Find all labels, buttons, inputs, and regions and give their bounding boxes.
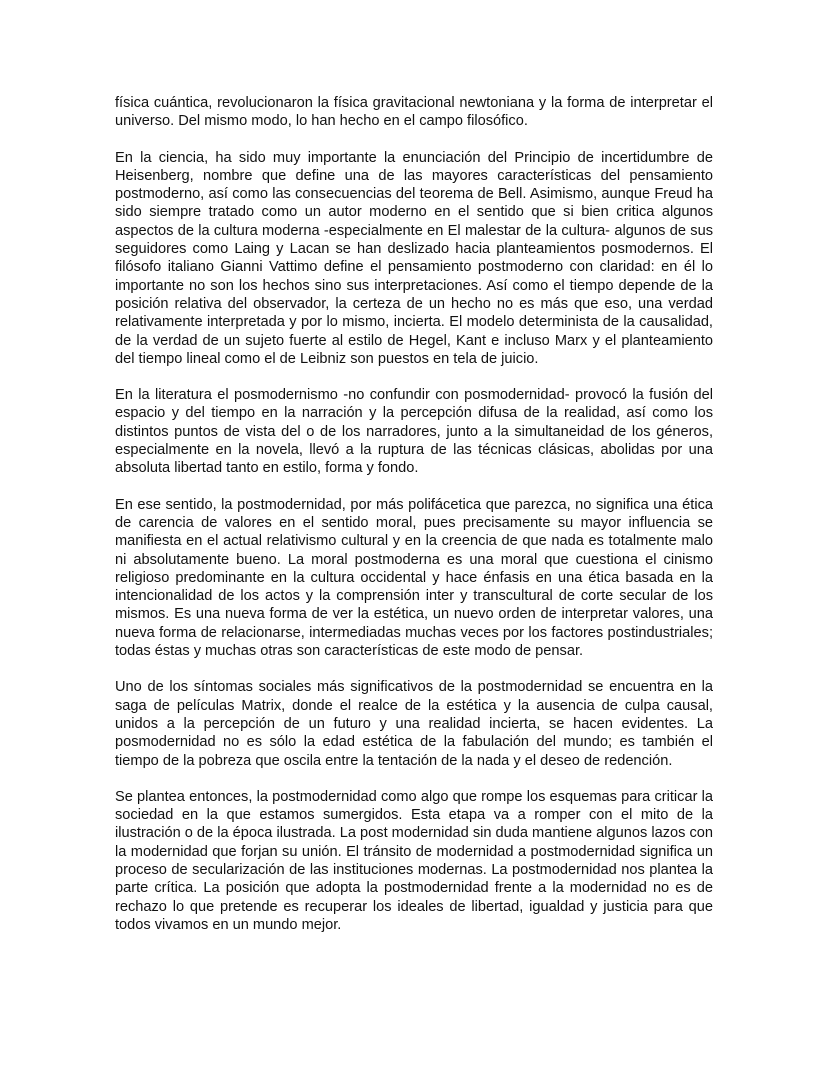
- paragraph-3: En la literatura el posmodernismo -no confundir con posmodernidad- provocó la fusión del espacio y del tiempo en la narración y la percepción difusa de la realidad, así como los distintos puntos de vista del o de los narradores, junto a la simultaneidad de los géneros, especialmente en la novela, llevó a la ruptura de las técnicas clásicas, abolidas por una absoluta libertad tanto en estilo, forma y fondo.: [115, 387, 713, 477]
- paragraph-4: En ese sentido, la postmodernidad, por más polifácetica que parezca, no significa una ética de carencia de valores en el sentido moral, pues precisamente su mayor influencia se manifiesta en el actual relativismo cultural y en la creencia de que nada es totalmente malo ni absolutamente bueno. La moral postmoderna es una moral que cuestiona el cinismo religioso predominante en la cultura occidental y hace énfasis en una ética basada en la intencionalidad de los actos y la comprensión inter y transcultural de corte secular de los mismos. Es una nueva forma de ver la estética, un nuevo orden de interpretar valores, una nueva forma de relacionarse, intermediadas muchas veces por los factores postindustriales; todas éstas y muchas otras son características de este modo de pensar.: [115, 496, 713, 660]
- paragraph-1: física cuántica, revolucionaron la física gravitacional newtoniana y la forma de interpretar el universo. Del mismo modo, lo han hecho en el campo filosófico.: [115, 95, 713, 130]
- document-page: [115, 94, 713, 952]
- paragraph-5: Uno de los síntomas sociales más significativos de la postmodernidad se encuentra en la saga de películas Matrix, donde el realce de la estética y la ausencia de culpa causal, unidos a la percepción de un futuro y una realidad incierta, se hacen evidentes. La posmodernidad no es sólo la edad estética de la fabulación del mundo; es también el tiempo de la pobreza que oscila entre la tentación de la nada y el deseo de redención.: [115, 679, 713, 769]
- paragraph-6: Se plantea entonces, la postmodernidad como algo que rompe los esquemas para criticar la sociedad en la que estamos sumergidos. Esta etapa va a romper con el mito de la ilustración o de la época ilustrada. La post modernidad sin duda mantiene algunos lazos con la modernidad que forjan su unión. El tránsito de modernidad a postmodernidad significa un proceso de secularización de las instituciones modernas. La postmodernidad nos plantea la parte crítica. La posición que adopta la postmodernidad frente a la modernidad no es de rechazo lo que pretende es recuperar los ideales de libertad, igualdad y justicia para que todos vivamos en un mundo mejor.: [115, 788, 713, 933]
- paragraph-2: En la ciencia, ha sido muy importante la enunciación del Principio de incertidumbre de Heisenberg, nombre que define una de las mayores características del pensamiento postmoderno, así como las consecuencias del teorema de Bell. Asimismo, aunque Freud ha sido siempre tratado como un autor moderno en el sentido que si bien critica algunos aspectos de la cultura moderna -especialmente en El malestar de la cultura- algunos de sus seguidores como Laing y Lacan se han deslizado hacia planteamientos posmodernos. El filósofo italiano Gianni Vattimo define el pensamiento postmoderno con claridad: en él lo importante no son los hechos sino sus interpretaciones. Así como el tiempo depende de la posición relativa del observador, la certeza de un hecho no es más que eso, una verdad relativamente interpretada y por lo mismo, incierta. El modelo determinista de la causalidad, de la verdad de un sujeto fuerte al estilo de Hegel, Kant e incluso Marx y el planteamiento del tiempo lineal como el de Leibniz son puestos en tela de juicio.: [115, 149, 713, 367]
